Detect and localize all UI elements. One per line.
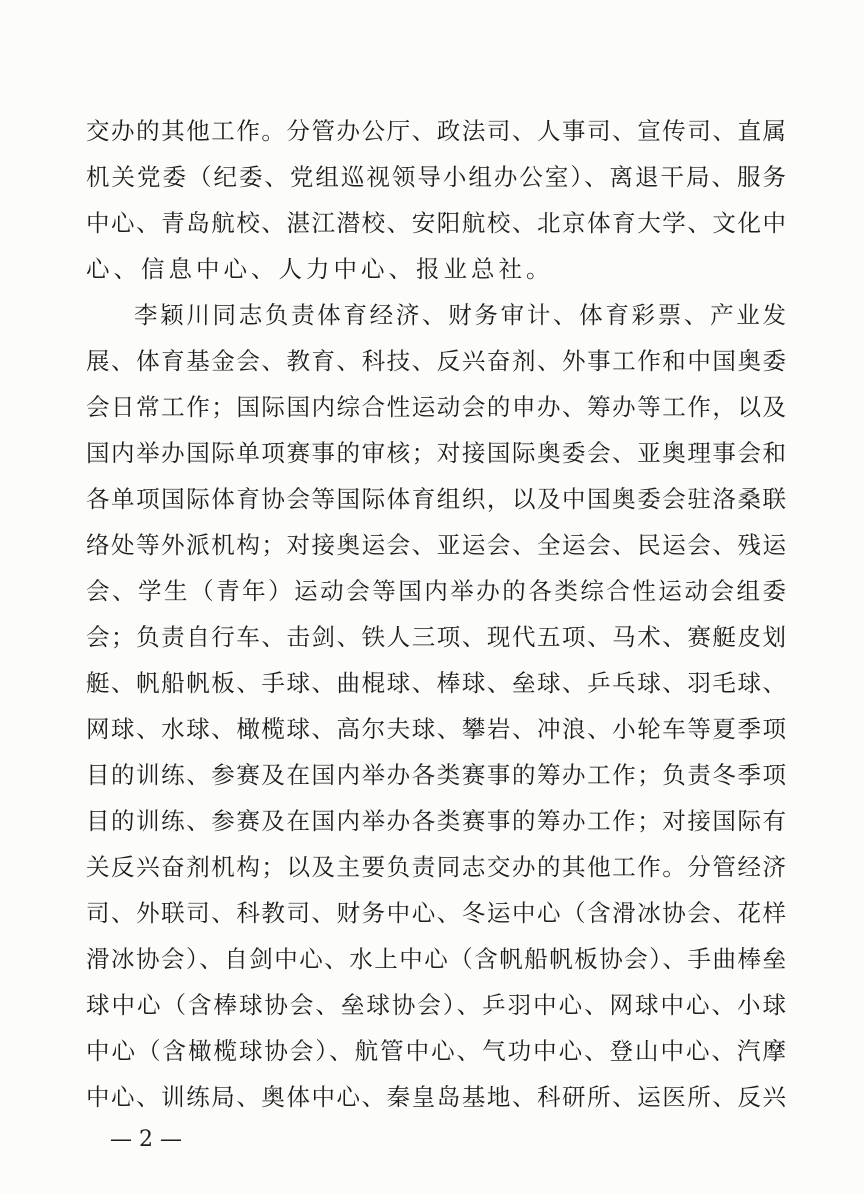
text-line: 络处等外派机构；对接奥运会、亚运会、全运会、民运会、残运 [86,531,786,559]
text-line: 司、外联司、科教司、财务中心、冬运中心（含滑冰协会、花样 [86,899,786,927]
text-line: 艇、帆船帆板、手球、曲棍球、棒球、垒球、乒乓球、羽毛球、 [86,669,786,697]
text-line: 球中心（含棒球协会、垒球协会）、乒羽中心、网球中心、小球 [86,991,786,1019]
text-line: 机关党委（纪委、党组巡视领导小组办公室）、离退干局、服务 [86,163,786,191]
text-line: 李颖川同志负责体育经济、财务审计、体育彩票、产业发 [134,301,786,329]
text-line: 会日常工作；国际国内综合性运动会的申办、筹办等工作，以及 [86,393,786,421]
page-number: — 2 — [110,1127,182,1152]
text-line: 滑冰协会）、自剑中心、水上中心（含帆船帆板协会）、手曲棒垒 [86,945,786,973]
text-line: 心、信息中心、人力中心、报业总社。 [86,255,554,283]
text-line: 展、体育基金会、教育、科技、反兴奋剂、外事工作和中国奥委 [86,347,786,375]
text-line: 交办的其他工作。分管办公厅、政法司、人事司、宣传司、直属 [86,117,786,145]
text-line: 中心、训练局、奥体中心、秦皇岛基地、科研所、运医所、反兴 [86,1083,786,1111]
text-line: 中心、青岛航校、湛江潜校、安阳航校、北京体育大学、文化中 [86,209,786,237]
text-line: 中心（含橄榄球协会）、航管中心、气功中心、登山中心、汽摩 [86,1037,786,1065]
text-line: 网球、水球、橄榄球、高尔夫球、攀岩、冲浪、小轮车等夏季项 [86,715,786,743]
text-line: 国内举办国际单项赛事的审核；对接国际奥委会、亚奥理事会和 [86,439,786,467]
text-line: 会、学生（青年）运动会等国内举办的各类综合性运动会组委 [86,577,786,605]
text-line: 各单项国际体育协会等国际体育组织，以及中国奥委会驻洛桑联 [86,485,786,513]
text-line: 目的训练、参赛及在国内举办各类赛事的筹办工作；对接国际有 [86,807,786,835]
text-line: 目的训练、参赛及在国内举办各类赛事的筹办工作；负责冬季项 [86,761,786,789]
text-line: 关反兴奋剂机构；以及主要负责同志交办的其他工作。分管经济 [86,853,786,881]
text-line: 会；负责自行车、击剑、铁人三项、现代五项、马术、赛艇皮划 [86,623,786,651]
